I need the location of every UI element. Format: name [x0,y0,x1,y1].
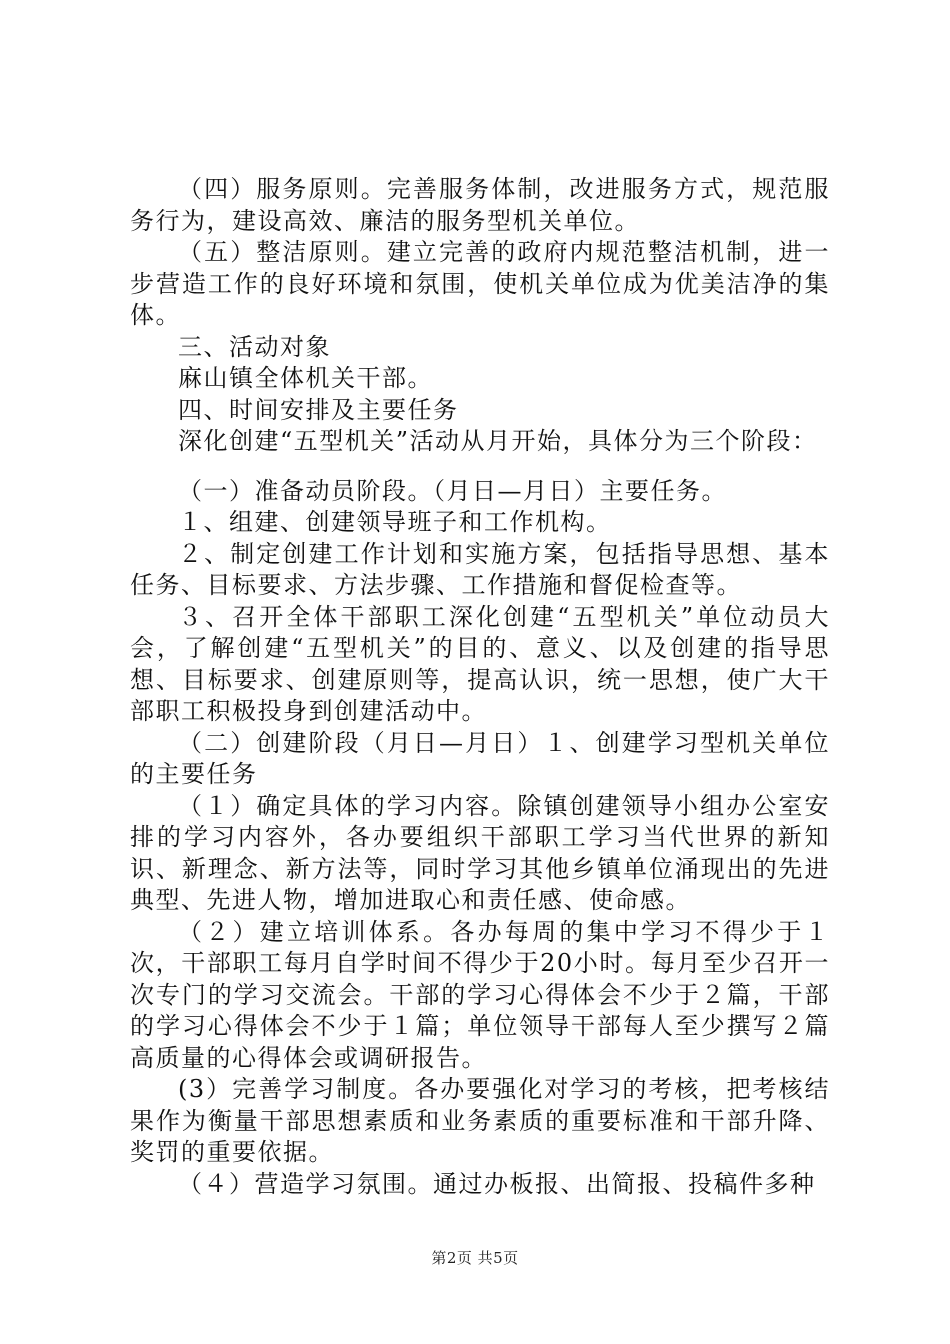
list-item-3: ３、召开全体干部职工深化创建“五型机关”单位动员大会，了解创建“五型机关”的目的、意义、以及创建的指导思想、目标要求、创建原则等，提高认识，统一思想，使广大干部职工积极投身到创建活动中。 [130,602,830,725]
paragraph-stage-one: （一）准备动员阶段。（月日—月日）主要任务。 [178,476,727,505]
sub-item-2: （２）建立培训体系。各办每周的集中学习不得少于１次，干部职工每月自学时间不得少于20小时。每月至少召开一次专门的学习交流会。干部的学习心得体会不少于２篇，干部的学习心得体会不少于１篇；单位领导干部每人至少撰写２篇高质量的心得体会或调研报告。 [130,917,830,1072]
paragraph-service-principle: （四）服务原则。完善服务体制，改进服务方式，规范服务行为，建设高效、廉洁的服务型机关单位。 [130,175,830,235]
paragraph-activity-targets: 麻山镇全体机关干部。 [178,364,433,392]
sub-item-3: (3）完善学习制度。各办要强化对学习的考核，把考核结果作为衡量干部思想素质和业务素质的重要标准和干部升降、奖罚的重要依据。 [130,1075,830,1166]
document-body [130,174,830,1200]
paragraph-three-stages: 深化创建“五型机关”活动从月开始，具体分为三个阶段： [178,427,818,455]
paragraph-tidiness-principle: （五）整洁原则。建立完善的政府内规范整洁机制，进一步营造工作的良好环境和氛围，使机关单位成为优美洁净的集体。 [130,238,830,329]
sub-item-1: （１）确定具体的学习内容。除镇创建领导小组办公室安排的学习内容外，各办要组织干部职工学习当代世界的新知识、新理念、新方法等，同时学习其他乡镇单位涌现出的先进典型、先进人物，增加进取心和责任感、使命感。 [130,791,830,914]
list-item-1: １、组建、创建领导班子和工作机构。 [178,508,612,536]
page-number-footer: 第2页 共5页 [431,1249,519,1267]
paragraph-stage-two: （二）创建阶段（月日—月日）１、创建学习型机关单位的主要任务 [130,728,830,788]
list-item-2: ２、制定创建工作计划和实施方案，包括指导思想、基本任务、目标要求、方法步骤、工作措施和督促检查等。 [130,539,830,599]
section-heading-activity-targets: 三、活动对象 [178,332,331,361]
section-heading-schedule-tasks: 四、时间安排及主要任务 [178,395,459,424]
sub-item-4: （４）营造学习氛围。通过办板报、出简报、投稿件多种 [178,1169,816,1198]
